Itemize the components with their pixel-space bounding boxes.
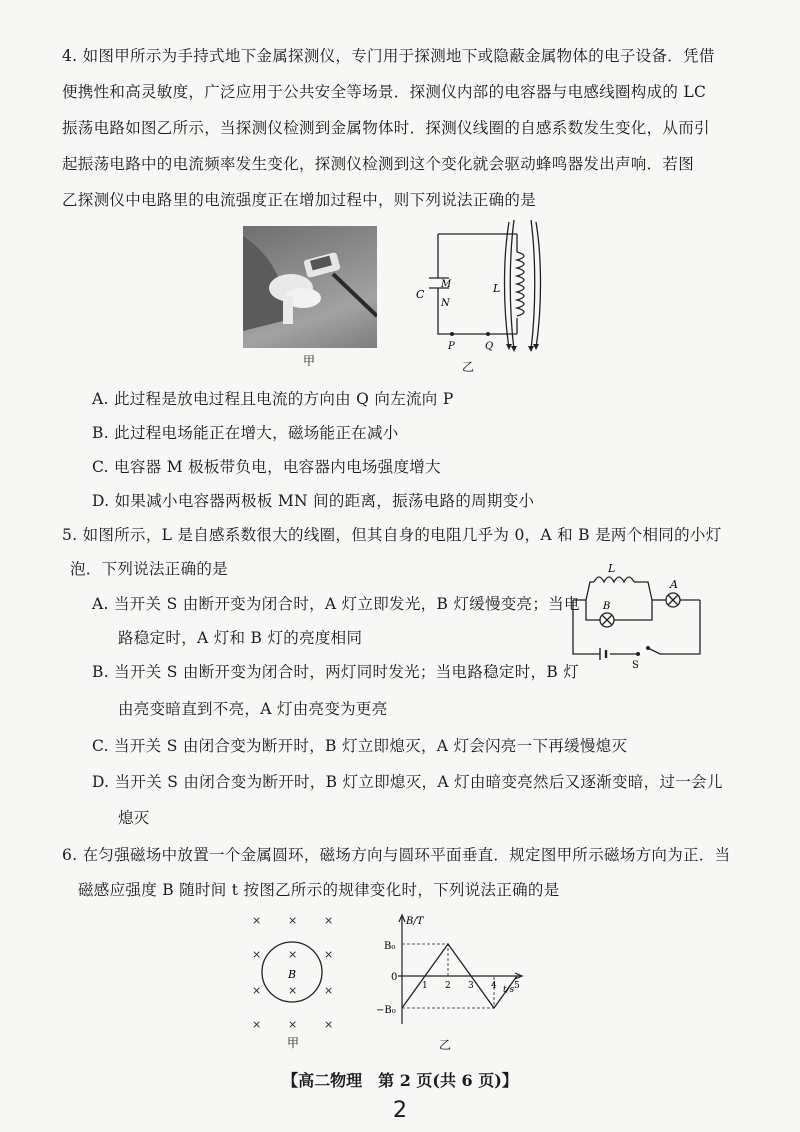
q5-option-a-1: A. 当开关 S 由断开变为闭合时，A 灯立即发光，B 灯缓慢变亮；当电 [92,595,580,613]
page-number: 2 [393,1098,407,1123]
cross-mark: × [252,1018,262,1031]
cross-mark: × [288,914,298,927]
ring-b-label: B [288,968,297,981]
graph-ylabel: B/T [406,916,424,927]
q4-line-2: 便携性和高灵敏度，广泛应用于公共安全等场景．探测仪内部的电容器与电感线圈构成的 LC [62,83,707,101]
fig-jia-caption: 甲 [303,354,316,368]
q4-line-1: 4. 如图甲所示为手持式地下金属探测仪，专门用于探测地下或隐蔽金属物体的电子设备．凭借 [62,47,715,65]
label-b-lamp: B [603,601,611,612]
cross-mark: × [288,948,298,961]
q5-option-d-2: 熄灭 [118,809,150,827]
graph-xlabel: t/s [503,985,515,995]
cross-mark: × [252,914,262,927]
label-s-switch: S [632,660,639,670]
cross-mark: × [252,948,262,961]
q5-line-2: 泡．下列说法正确的是 [70,560,229,578]
cross-mark: × [324,984,334,997]
cross-mark: × [324,914,334,927]
x-tick-label: 3 [468,981,474,991]
inductor-lamp-circuit [548,558,708,670]
x-tick-label: 4 [491,981,497,991]
fig6-jia-caption: 甲 [287,1036,300,1050]
cross-mark: × [324,948,334,961]
q5-option-b-2: 由亮变暗直到不亮，A 灯由亮变为更亮 [118,700,388,718]
lc-circuit-diagram [405,218,545,356]
graph-origin: 0 [391,972,398,983]
q6-line-1: 6. 在匀强磁场中放置一个金属圆环，磁场方向与圆环平面垂直．规定图甲所示磁场方向为正．当 [62,846,731,864]
label-n: N [441,298,450,309]
label-l: L [493,282,501,295]
x-tick-label: 1 [422,981,428,991]
x-tick-label: 5 [514,981,520,991]
x-tick-label: 2 [445,981,451,991]
graph-b0-tick: B₀ [384,941,396,952]
q4-option-a: A. 此过程是放电过程且电流的方向由 Q 向左流向 P [92,390,454,408]
ring-in-field-diagram [240,906,340,1036]
q5-option-a-2: 路稳定时，A 灯和 B 灯的亮度相同 [118,629,363,647]
metal-detector-photo [243,226,377,348]
label-q: Q [485,341,494,352]
fig-yi-caption: 乙 [462,360,475,374]
label-p: P [448,341,455,352]
q5-option-b-1: B. 当开关 S 由断开变为闭合时，两灯同时发光；当电路稳定时，B 灯 [92,663,580,681]
label-c: C [416,288,425,301]
q4-line-4: 起振荡电路中的电流频率发生变化，探测仪检测到这个变化就会驱动蜂鸣器发出声响．若图 [62,155,695,173]
page-footer: 【高二物理 第 2 页(共 6 页)】 [282,1071,518,1090]
cross-mark: × [288,984,298,997]
q5-option-d-1: D. 当开关 S 由闭合变为断开时，B 灯立即熄灭，A 灯由暗变亮然后又逐渐变暗，过一会儿 [92,773,723,791]
label-l-coil: L [608,562,616,575]
b-t-graph [372,912,532,1032]
label-a-lamp: A [670,578,678,591]
label-m: M [441,279,452,290]
fig6-yi-caption: 乙 [439,1038,452,1052]
cross-mark: × [324,1018,334,1031]
q6-line-2: 磁感应强度 B 随时间 t 按图乙所示的规律变化时，下列说法正确的是 [78,881,560,899]
cross-mark: × [252,984,262,997]
cross-mark: × [288,1018,298,1031]
q4-line-5: 乙探测仪中电路里的电流强度正在增加过程中，则下列说法正确的是 [62,191,537,209]
q4-option-b: B. 此过程电场能正在增大，磁场能正在减小 [92,424,399,442]
q5-option-c: C. 当开关 S 由闭合变为断开时，B 灯立即熄灭，A 灯会闪亮一下再缓慢熄灭 [92,737,628,755]
q4-option-c: C. 电容器 M 极板带负电，电容器内电场强度增大 [92,458,441,476]
b0-guide-line [402,944,448,976]
q5-line-1: 5. 如图所示，L 是自感系数很大的线圈，但其自身的电阻几乎为 0，A 和 B 是两个相同的小灯 [62,526,722,544]
q4-line-3: 振荡电路如图乙所示，当探测仪检测到金属物体时．探测仪线圈的自感系数发生变化，从而引 [62,119,710,137]
q4-option-d: D. 如果减小电容器两极板 MN 间的距离，振荡电路的周期变小 [92,492,535,510]
graph-neg-b0-tick: −B₀ [376,1005,396,1016]
